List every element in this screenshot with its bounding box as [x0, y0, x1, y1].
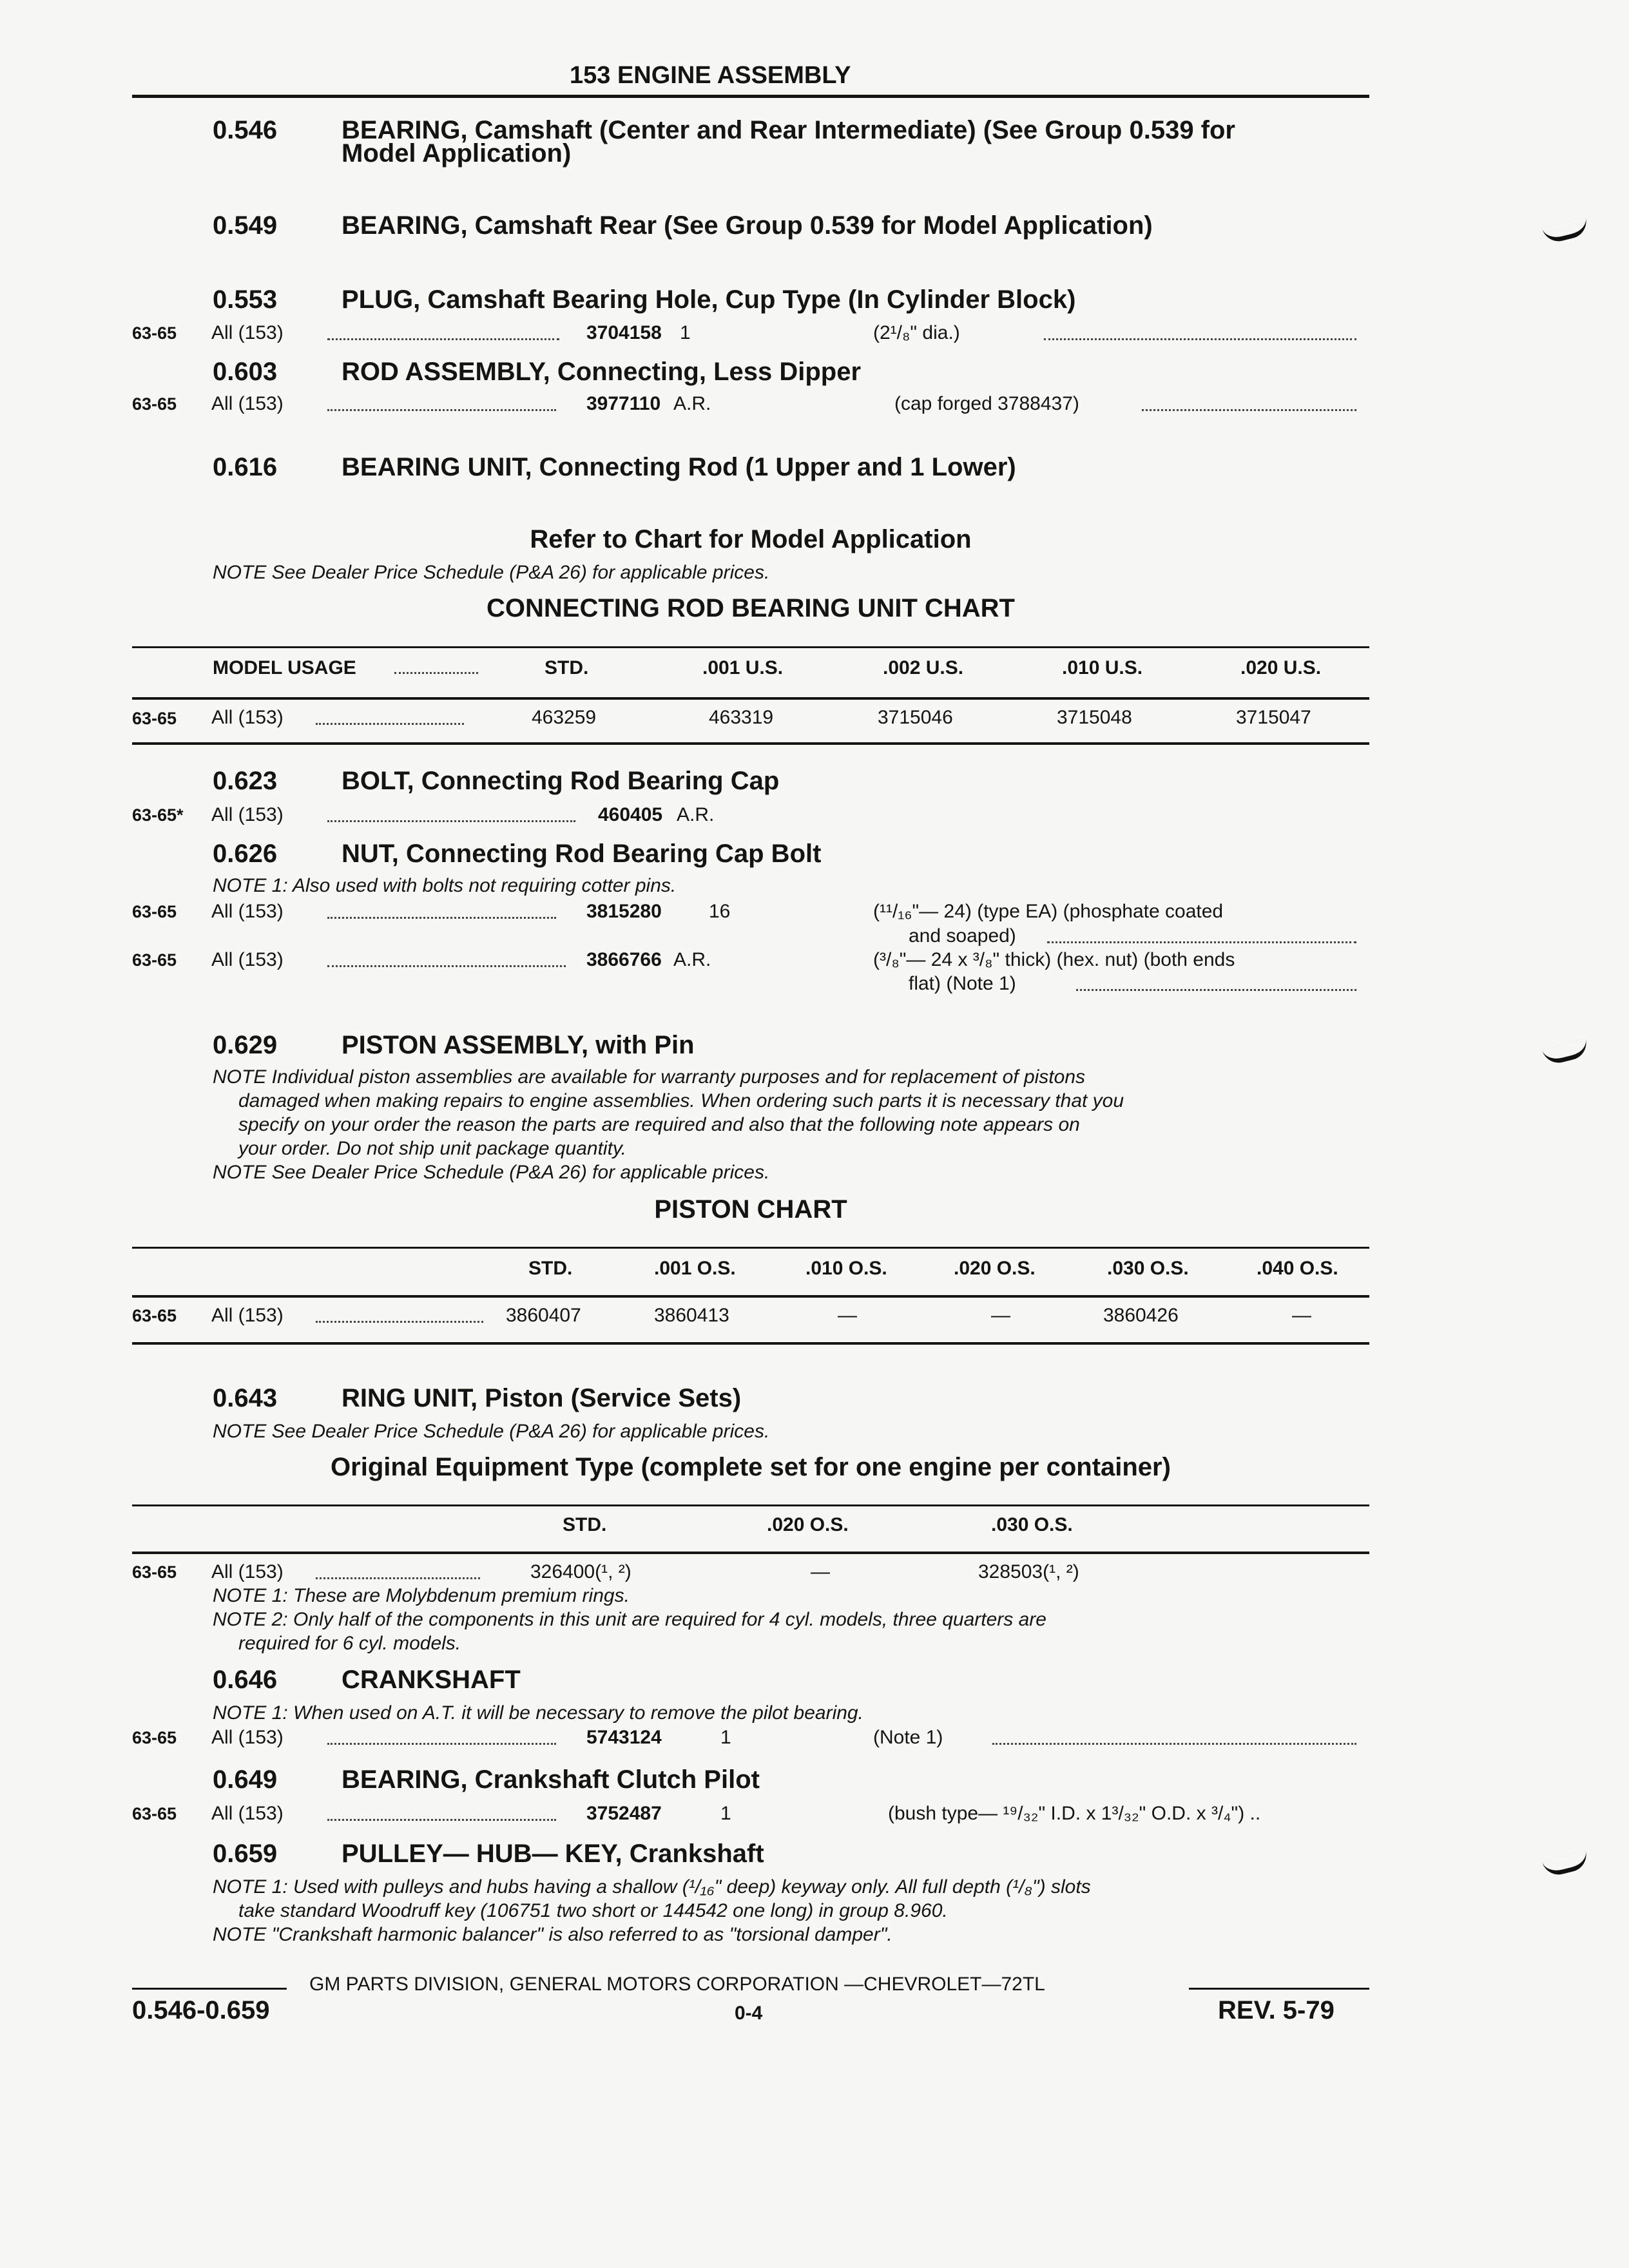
item-note: specify on your order the reason the parts are required and also that the following note appears on [238, 1114, 1080, 1135]
item-title: ROD ASSEMBLY, Connecting, Less Dipper [342, 358, 862, 386]
item-code: 0.616 [213, 453, 278, 481]
table-cell: 3715047 [1236, 707, 1311, 728]
year-range: 63-65 [132, 902, 177, 921]
chart-title: CONNECTING ROD BEARING UNIT CHART [487, 594, 1015, 622]
year-range: 63-65 [132, 1728, 177, 1747]
page-title: 153 ENGINE ASSEMBLY [570, 62, 851, 89]
description: (³/₈"— 24 x ³/₈" thick) (hex. nut) (both ends [873, 949, 1235, 970]
item-note: NOTE 1: These are Molybdenum premium rings. [213, 1585, 630, 1606]
col-header: STD. [528, 1258, 573, 1279]
table-cell: 463259 [532, 707, 597, 728]
part-number: 3815280 [586, 901, 662, 922]
item-title: BEARING, Crankshaft Clutch Pilot [342, 1765, 760, 1794]
model-usage: All (153) [211, 1727, 284, 1748]
part-number: 3752487 [586, 1803, 662, 1824]
table-cell: 3860413 [654, 1305, 729, 1326]
description: (¹¹/₁₆"— 24) (type EA) (phosphate coated [873, 901, 1224, 922]
col-header: .040 O.S. [1257, 1258, 1338, 1279]
item-code: 0.623 [213, 767, 278, 795]
item-code: 0.643 [213, 1384, 278, 1412]
item-title: BEARING, Camshaft Rear (See Group 0.539 for Model Application) [342, 211, 1153, 240]
footer-revision: REV. 5-79 [1218, 1996, 1335, 2024]
table-cell: — [811, 1561, 830, 1582]
col-header: .030 O.S. [991, 1514, 1073, 1535]
model-usage: All (153) [211, 804, 284, 825]
quantity: 1 [720, 1727, 731, 1748]
model-usage: All (153) [211, 901, 284, 922]
model-usage: All (153) [211, 949, 284, 970]
quantity: A.R. [673, 949, 711, 970]
item-note: required for 6 cyl. models. [238, 1633, 461, 1654]
description-cont: flat) (Note 1) [909, 973, 1016, 994]
item-code: 0.629 [213, 1031, 278, 1059]
table-cell: 463319 [709, 707, 774, 728]
col-header: .020 U.S. [1240, 657, 1322, 678]
col-header: .002 U.S. [883, 657, 964, 678]
item-code: 0.546 [213, 116, 278, 144]
item-code: 0.646 [213, 1666, 278, 1694]
item-code: 0.553 [213, 285, 278, 314]
table-cell: — [838, 1305, 857, 1326]
item-note: NOTE 1: When used on A.T. it will be necessary to remove the pilot bearing. [213, 1702, 863, 1724]
part-number: 3866766 [586, 949, 662, 970]
col-header: .010 O.S. [805, 1258, 887, 1279]
year-range: 63-65 [132, 1306, 177, 1325]
item-title: PISTON ASSEMBLY, with Pin [342, 1031, 695, 1059]
col-header: .001 O.S. [654, 1258, 736, 1279]
footer-group-range: 0.546-0.659 [132, 1996, 270, 2024]
model-usage: All (153) [211, 707, 284, 728]
sub-title: Original Equipment Type (complete set for one engine per container) [331, 1453, 1171, 1481]
item-note: NOTE Individual piston assemblies are available for warranty purposes and for replacement of pistons [213, 1066, 1086, 1088]
part-number: 460405 [598, 804, 663, 825]
year-range: 63-65 [132, 709, 177, 728]
binder-mark [1542, 217, 1590, 245]
binder-mark [1542, 1039, 1590, 1066]
model-usage: All (153) [211, 1305, 284, 1326]
col-header: .020 O.S. [767, 1514, 849, 1535]
col-header: .001 U.S. [702, 657, 784, 678]
col-header: .010 U.S. [1062, 657, 1143, 678]
title-rule [132, 95, 1369, 98]
item-note: take standard Woodruff key (106751 two short or 144542 one long) in group 8.960. [238, 1900, 948, 1921]
model-usage: All (153) [211, 322, 284, 343]
item-note: NOTE "Crankshaft harmonic balancer" is also referred to as "torsional damper". [213, 1924, 892, 1945]
description: (cap forged 3788437) [894, 393, 1079, 414]
item-title: RING UNIT, Piston (Service Sets) [342, 1384, 742, 1412]
year-range: 63-65 [132, 950, 177, 970]
description-cont: and soaped) [909, 925, 1016, 947]
binder-mark [1542, 1850, 1590, 1878]
item-code: 0.659 [213, 1840, 278, 1868]
year-range: 63-65* [132, 805, 184, 825]
item-note: NOTE 2: Only half of the components in this unit are required for 4 cyl. models, three quarters are [213, 1609, 1046, 1630]
year-range: 63-65 [132, 1804, 177, 1823]
col-header: MODEL USAGE [213, 657, 356, 678]
year-range: 63-65 [132, 394, 177, 414]
item-title: BEARING, Camshaft (Center and Rear Intermediate) (See Group 0.539 for [342, 116, 1235, 144]
col-header: .030 O.S. [1107, 1258, 1189, 1279]
refer-note: Refer to Chart for Model Application [530, 525, 972, 553]
item-code: 0.649 [213, 1765, 278, 1794]
quantity: A.R. [673, 393, 711, 414]
item-note: your order. Do not ship unit package quantity. [238, 1138, 627, 1159]
item-note: damaged when making repairs to engine assemblies. When ordering such parts it is necessary that you [238, 1090, 1124, 1111]
item-code: 0.603 [213, 358, 278, 386]
item-title: PLUG, Camshaft Bearing Hole, Cup Type (In Cylinder Block) [342, 285, 1076, 314]
description: (Note 1) [873, 1727, 943, 1748]
table-cell: 3715048 [1057, 707, 1132, 728]
item-code: 0.626 [213, 840, 278, 868]
item-title: CRANKSHAFT [342, 1666, 521, 1694]
table-cell: 328503(¹, ²) [978, 1561, 1079, 1582]
year-range: 63-65 [132, 323, 177, 343]
part-number: 3704158 [586, 322, 662, 343]
model-usage: All (153) [211, 393, 284, 414]
description: (2¹/₈" dia.) [873, 322, 960, 343]
price-note: NOTE See Dealer Price Schedule (P&A 26) for applicable prices. [213, 1421, 770, 1442]
footer-publisher: GM PARTS DIVISION, GENERAL MOTORS CORPORATION —CHEVROLET—72TL [309, 1974, 1045, 1995]
table-cell: 3860407 [506, 1305, 581, 1326]
item-title: PULLEY— HUB— KEY, Crankshaft [342, 1840, 764, 1868]
description: (bush type— ¹⁹/₃₂" I.D. x 1³/₃₂" O.D. x ³/₄") .. [888, 1803, 1261, 1824]
col-header: STD. [563, 1514, 607, 1535]
price-note: NOTE See Dealer Price Schedule (P&A 26) for applicable prices. [213, 1162, 770, 1183]
quantity: 16 [709, 901, 731, 922]
table-cell: 3860426 [1103, 1305, 1179, 1326]
table-cell: — [1292, 1305, 1311, 1326]
table-cell: 326400(¹, ²) [530, 1561, 631, 1582]
part-number: 3977110 [586, 393, 661, 414]
item-code: 0.549 [213, 211, 278, 240]
table-cell: 3715046 [878, 707, 953, 728]
col-header: .020 O.S. [954, 1258, 1036, 1279]
item-title-cont: Model Application) [342, 139, 572, 168]
item-title: NUT, Connecting Rod Bearing Cap Bolt [342, 840, 822, 868]
item-title: BOLT, Connecting Rod Bearing Cap [342, 767, 780, 795]
quantity: A.R. [677, 804, 715, 825]
model-usage: All (153) [211, 1561, 284, 1582]
quantity: 1 [680, 322, 691, 343]
model-usage: All (153) [211, 1803, 284, 1824]
year-range: 63-65 [132, 1562, 177, 1582]
col-header: STD. [545, 657, 589, 678]
quantity: 1 [720, 1803, 731, 1824]
table-cell: — [991, 1305, 1010, 1326]
price-note: NOTE See Dealer Price Schedule (P&A 26) for applicable prices. [213, 562, 770, 583]
part-number: 5743124 [586, 1727, 662, 1748]
footer-page-number: 0-4 [735, 2003, 763, 2024]
item-title: BEARING UNIT, Connecting Rod (1 Upper and 1 Lower) [342, 453, 1016, 481]
item-note: NOTE 1: Also used with bolts not requiring cotter pins. [213, 875, 677, 896]
item-note: NOTE 1: Used with pulleys and hubs having a shallow (¹/₁₆" deep) keyway only. All full depth (¹/₈") slots [213, 1876, 1091, 1898]
chart-title: PISTON CHART [654, 1195, 847, 1224]
